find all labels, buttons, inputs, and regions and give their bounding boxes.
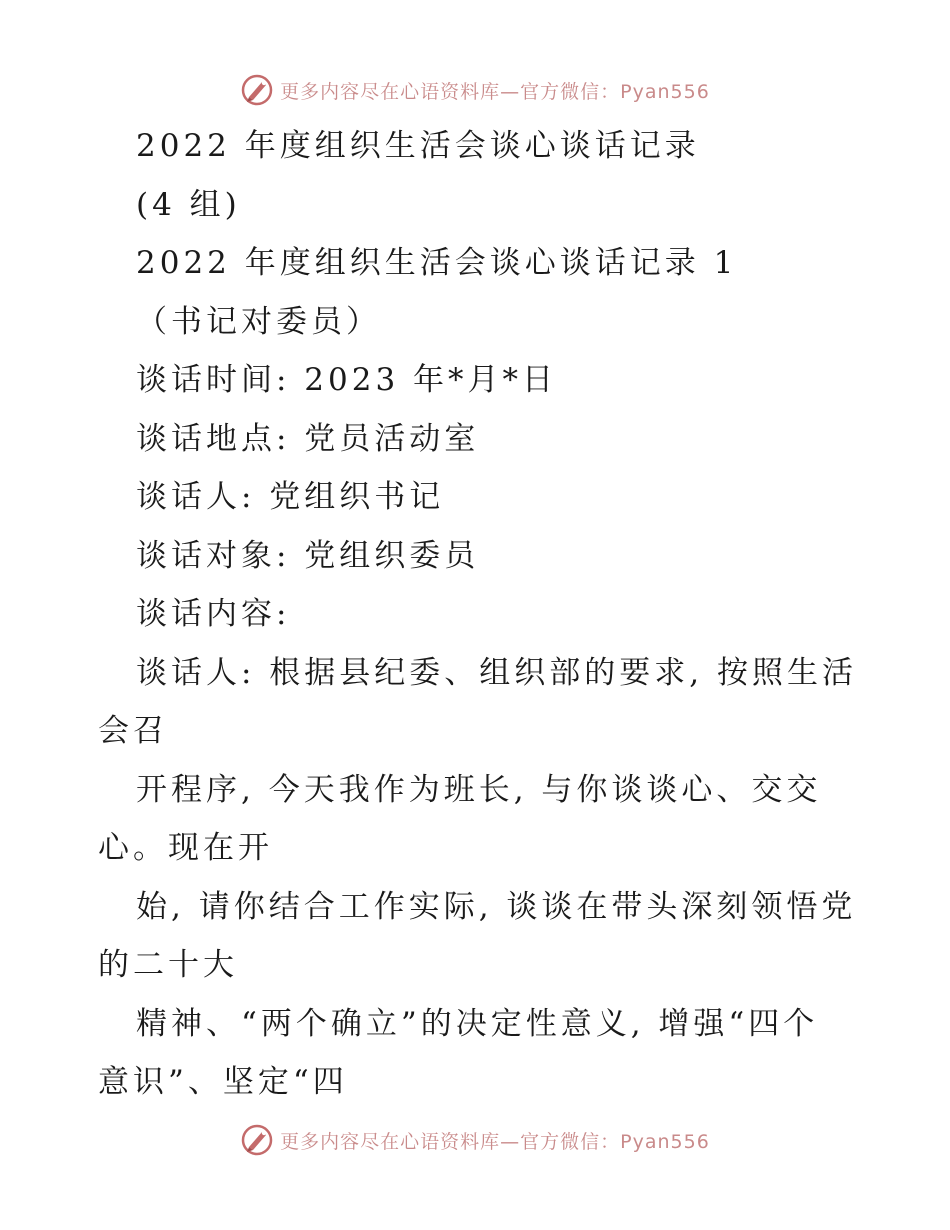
footer-banner (0, 1120, 950, 1160)
document-title: 2022 年度组织生活会谈心谈话记录 (136, 128, 700, 164)
body-line: 精神、“两个确立”的决定性意义, 增强“四个 (136, 1005, 819, 1042)
body-line: 始, 请你结合工作实际, 谈谈在带头深刻领悟党 (136, 888, 857, 925)
document-title-group: (4 组) (136, 186, 241, 223)
talk-speaker: 谈话人: 党组织书记 (136, 479, 445, 515)
document-body (98, 117, 858, 1112)
body-line: 会召 (98, 713, 168, 749)
talk-time: 谈话时间: 2023 年*月*日 (136, 362, 558, 398)
pen-emblem-icon (240, 1123, 274, 1157)
banner-text: 更多内容尽在心语资料库—官方微信：Pyan556 (280, 80, 710, 103)
banner-text: 更多内容尽在心语资料库—官方微信：Pyan556 (280, 1130, 710, 1153)
talk-place: 谈话地点: 党员活动室 (136, 420, 480, 457)
header-banner (0, 70, 950, 110)
talk-content-label: 谈话内容: (136, 596, 291, 632)
body-line: 意识”、坚定“四 (98, 1064, 348, 1100)
talk-target: 谈话对象: 党组织委员 (136, 537, 480, 574)
body-line: 心。现在开 (98, 830, 273, 866)
body-line: 开程序, 今天我作为班长, 与你谈谈心、交交 (136, 771, 822, 808)
body-line: 谈话人: 根据县纪委、组织部的要求, 按照生活 (136, 654, 858, 691)
body-line: 的二十大 (98, 947, 238, 983)
pen-emblem-icon (240, 73, 274, 107)
document-subtitle-role: （书记对委员） (136, 303, 381, 340)
document-subtitle: 2022 年度组织生活会谈心谈话记录 1 (136, 245, 738, 281)
